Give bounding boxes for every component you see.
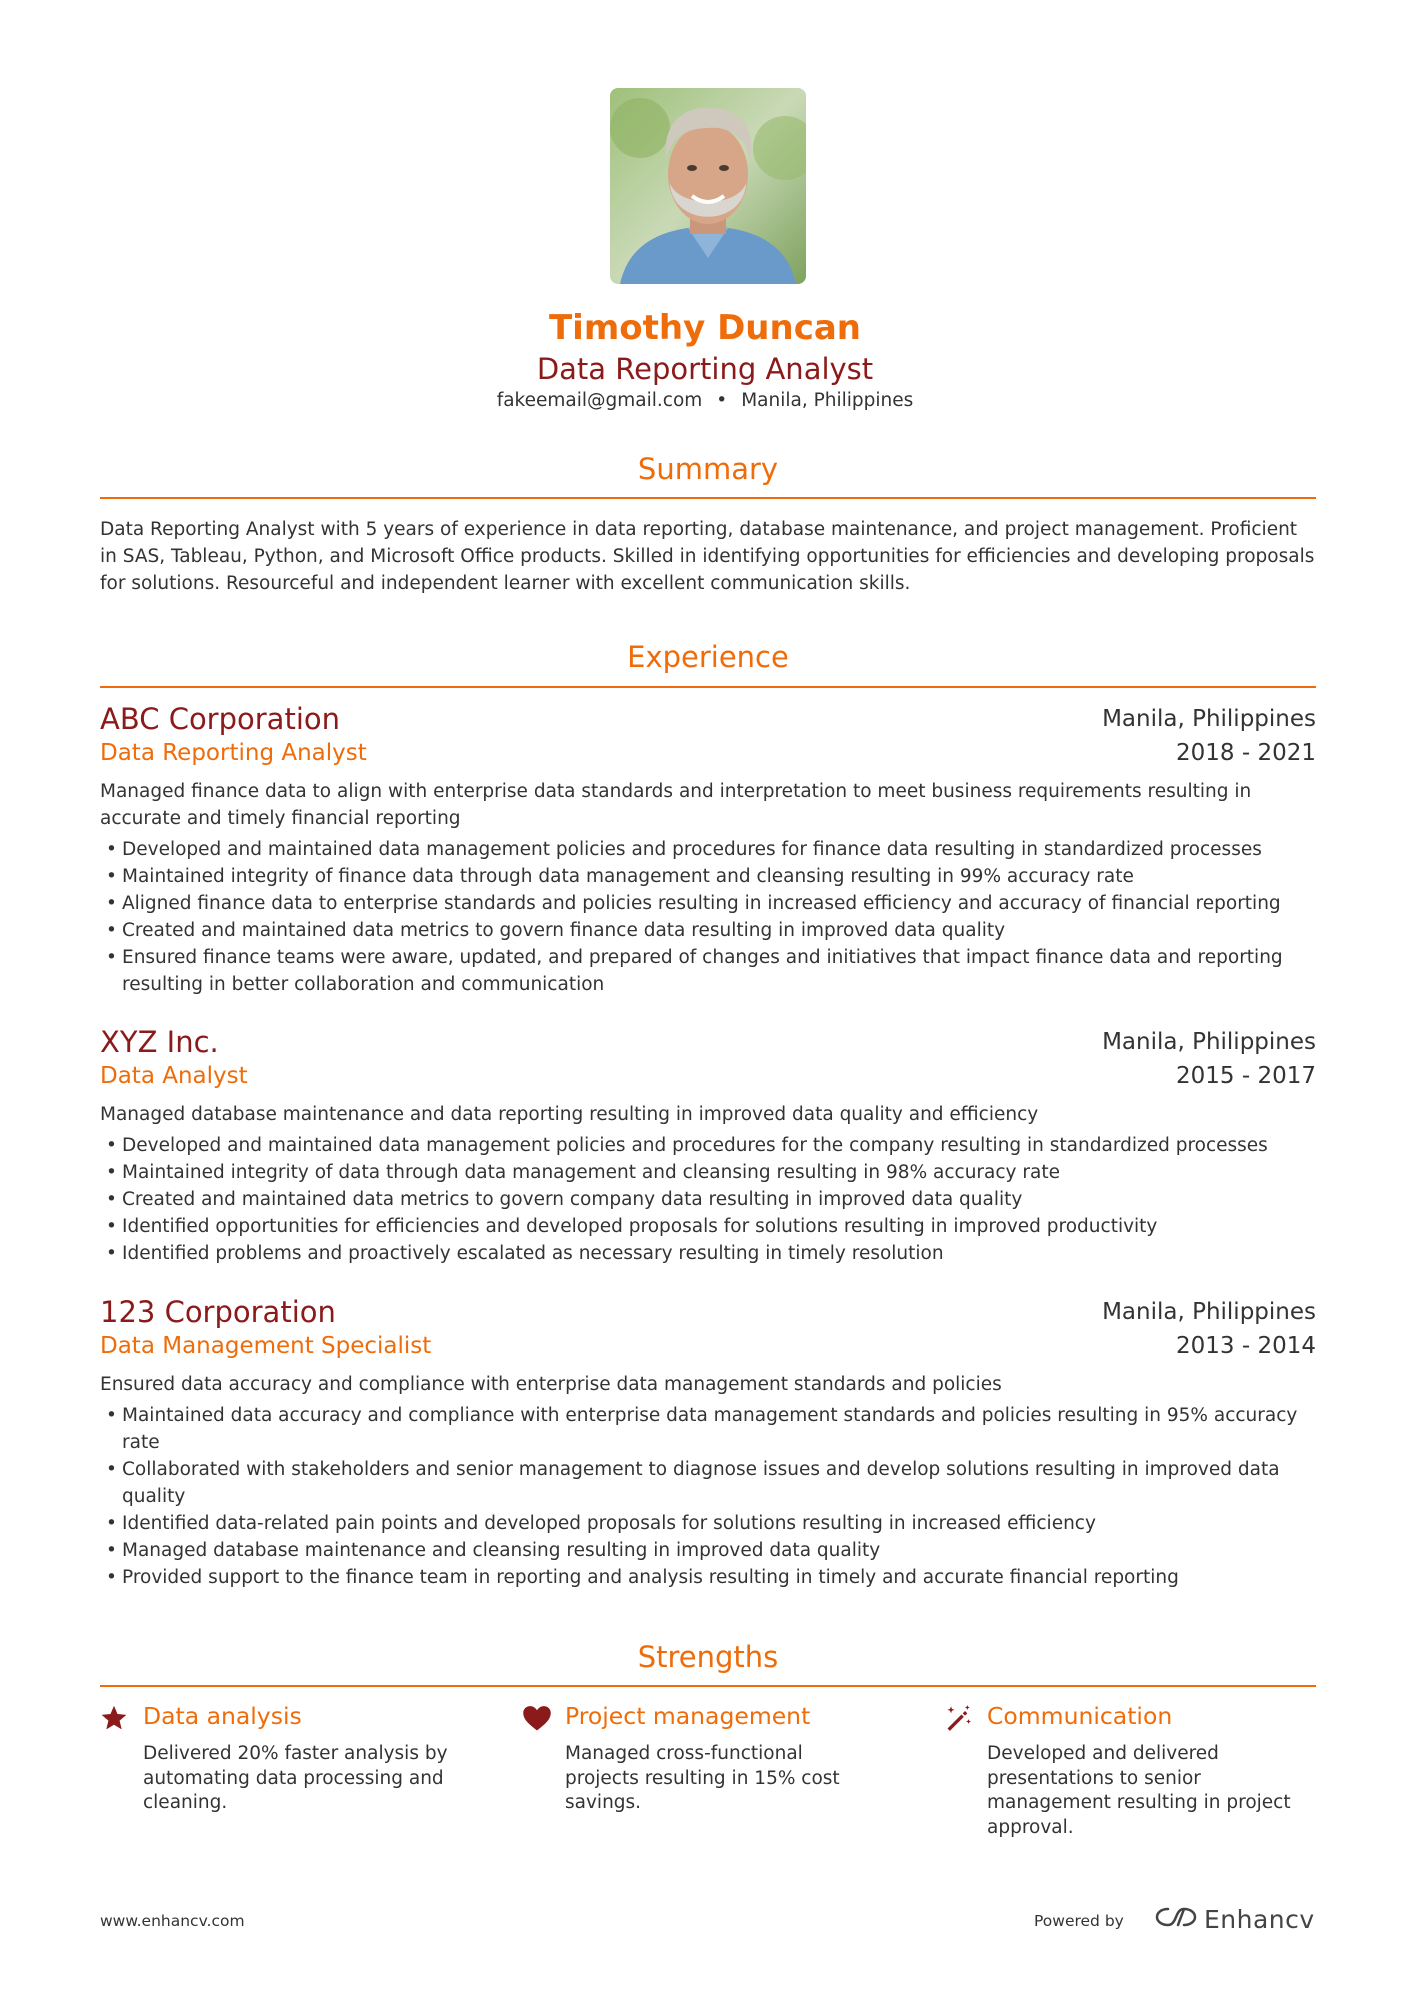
enhancv-logo[interactable] <box>1154 1902 1315 1936</box>
job-dates: 2015 - 2017 <box>1176 1063 1316 1089</box>
strength-description: Delivered 20% faster analysis by automating data processing and cleaning. <box>143 1743 448 1813</box>
job-description: Ensured data accuracy and compliance with enterprise data management standards and policies <box>100 1374 1002 1395</box>
summary-divider <box>100 497 1316 499</box>
strength-description: Developed and delivered presentations to senior management resulting in project approval. <box>987 1743 1291 1838</box>
job-bullets <box>100 1132 1316 1267</box>
candidate-title: Data Reporting Analyst <box>536 352 874 386</box>
list-item: • Provided support to the finance team in reporting and analysis resulting in timely and accurate financial reporting <box>100 1564 1316 1591</box>
job-location: Manila, Philippines <box>1102 706 1316 732</box>
candidate-name: Timothy Duncan <box>548 308 862 348</box>
job-dates: 2018 - 2021 <box>1176 740 1316 766</box>
magic-wand-icon <box>944 1704 972 1732</box>
list-item: • Aligned finance data to enterprise standards and policies resulting in increased efficiency and accuracy of financial reporting <box>100 890 1316 917</box>
strengths-divider <box>100 1685 1316 1687</box>
list-item: • Identified data-related pain points and developed proposals for solutions resulting in increased efficiency <box>100 1510 1316 1537</box>
email[interactable]: fakeemail@gmail.com <box>496 390 703 411</box>
job-role: Data Reporting Analyst <box>100 740 367 766</box>
job-bullets <box>100 836 1316 998</box>
job-bullets <box>100 1402 1316 1591</box>
list-item: • Ensured finance teams were aware, updated, and prepared of changes and initiatives that impact finance data and reporting resulting in better collaboration and communication <box>100 944 1316 998</box>
list-item: • Developed and maintained data management policies and procedures for the company resulting in standardized processes <box>100 1132 1316 1159</box>
list-item: • Identified problems and proactively escalated as necessary resulting in timely resolution <box>100 1240 1316 1267</box>
strengths-heading: Strengths <box>637 1640 779 1674</box>
job-location: Manila, Philippines <box>1102 1299 1316 1325</box>
job-location: Manila, Philippines <box>1102 1029 1316 1055</box>
summary-text: Data Reporting Analyst with 5 years of experience in data reporting, database maintenance, and project management. Proficient in SAS, Tableau, Python, and Microsoft Office products. Skilled in identifying opportunities for efficiencies and developing proposals for solutions. Resourceful and independent learner with excellent communication skills. <box>100 519 1315 594</box>
list-item: • Developed and maintained data management policies and procedures for finance data resulting in standardized processes <box>100 836 1316 863</box>
job-description: Managed finance data to align with enterprise data standards and interpretation to meet business requirements resulting in accurate and timely financial reporting <box>100 781 1252 829</box>
enhancv-brand-name: Enhancv <box>1204 1904 1315 1934</box>
enhancv-logo-icon <box>1154 1905 1198 1933</box>
location: Manila, Philippines <box>741 390 914 411</box>
footer-powered-by: Powered by <box>1034 1912 1124 1930</box>
list-item: • Created and maintained data metrics to govern finance data resulting in improved data quality <box>100 917 1316 944</box>
contact-line <box>0 390 1410 411</box>
list-item: • Created and maintained data metrics to govern company data resulting in improved data quality <box>100 1186 1316 1213</box>
footer-website-link[interactable]: www.enhancv.com <box>100 1912 245 1930</box>
job-description: Managed database maintenance and data reporting resulting in improved data quality and efficiency <box>100 1104 1039 1125</box>
list-item: • Identified opportunities for efficiencies and developed proposals for solutions resulting in improved productivity <box>100 1213 1316 1240</box>
heart-icon <box>522 1704 550 1732</box>
job-entry-xyz-inc <box>100 1025 1316 1267</box>
list-item: • Maintained data accuracy and compliance with enterprise data management standards and policies resulting in 95% accuracy rate <box>100 1402 1316 1456</box>
strength-description: Managed cross-functional projects resulting in 15% cost savings. <box>565 1743 840 1813</box>
company-name: 123 Corporation <box>100 1295 336 1329</box>
list-item: • Maintained integrity of finance data through data management and cleansing resulting in 99% accuracy rate <box>100 863 1316 890</box>
strength-title: Data analysis <box>143 1702 302 1730</box>
company-name: ABC Corporation <box>100 702 341 736</box>
contact-separator: • <box>716 390 728 411</box>
job-dates: 2013 - 2014 <box>1176 1333 1316 1359</box>
profile-photo <box>610 88 806 284</box>
job-role: Data Analyst <box>100 1063 248 1089</box>
summary-heading: Summary <box>637 452 779 486</box>
experience-heading: Experience <box>627 640 789 674</box>
strength-title: Project management <box>565 1702 811 1730</box>
company-name: XYZ Inc. <box>100 1025 219 1059</box>
job-role: Data Management Specialist <box>100 1333 432 1359</box>
experience-divider <box>100 686 1316 688</box>
list-item: • Managed database maintenance and cleansing resulting in improved data quality <box>100 1537 1316 1564</box>
star-icon <box>100 1704 128 1732</box>
list-item: • Collaborated with stakeholders and senior management to diagnose issues and develop solutions resulting in improved data quality <box>100 1456 1316 1510</box>
job-entry-abc-corporation <box>100 702 1316 998</box>
strength-title: Communication <box>987 1702 1173 1730</box>
job-entry-123-corporation <box>100 1295 1316 1591</box>
list-item: • Maintained integrity of data through data management and cleansing resulting in 98% accuracy rate <box>100 1159 1316 1186</box>
